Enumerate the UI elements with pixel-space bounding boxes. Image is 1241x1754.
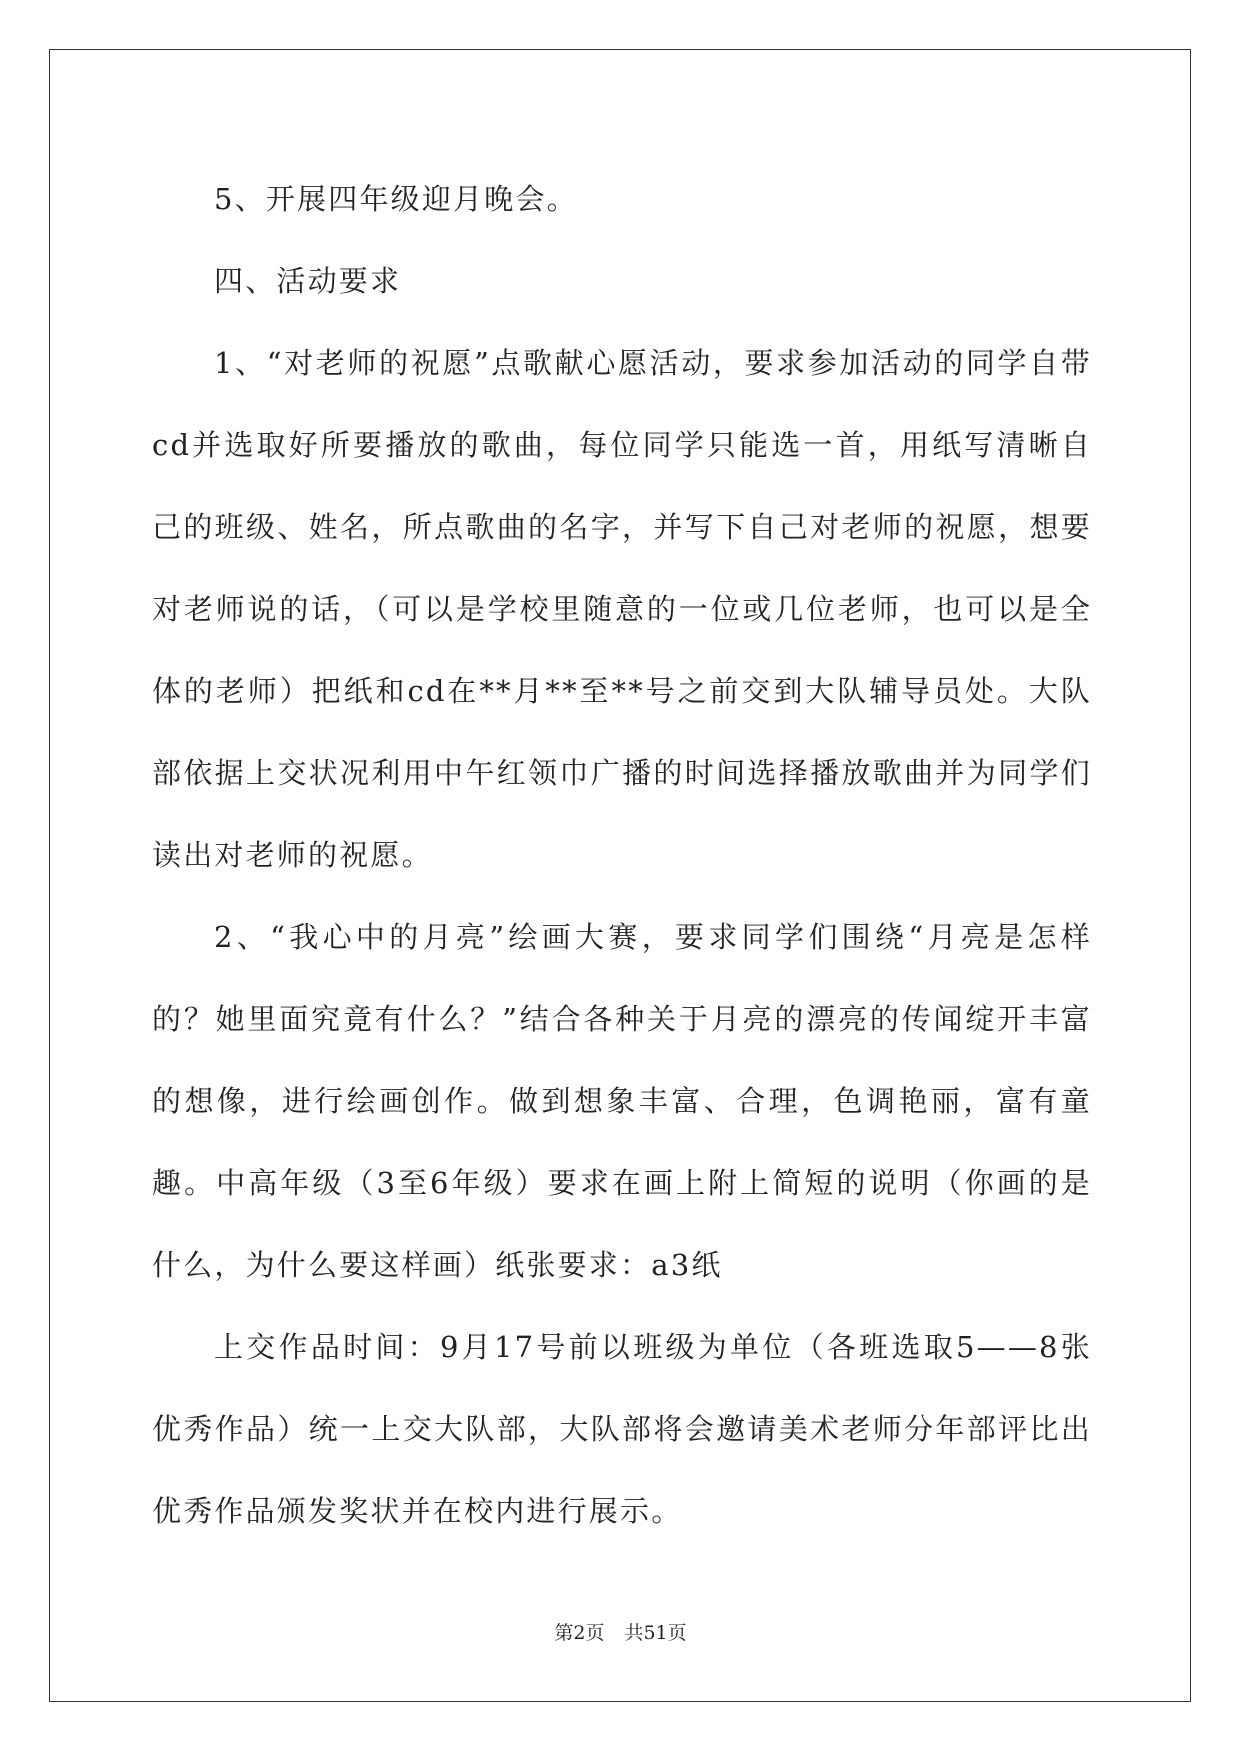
paragraph: 5、开展四年级迎月晚会。 xyxy=(214,182,578,216)
page-number: 第2页 xyxy=(554,1622,605,1644)
paragraph: 上交作品时间：9月17号前以班级为单位（各班选取5——8张优秀作品）统一上交大队部，大队部将会邀请美术老师分年部评比出优秀作品颁发奖状并在校内进行展示。 xyxy=(152,1330,1092,1528)
page-total: 共51页 xyxy=(624,1622,687,1644)
page-footer xyxy=(0,1618,1241,1645)
document-body xyxy=(152,158,1092,1552)
paragraph: 2、“我心中的月亮”绘画大赛，要求同学们围绕“月亮是怎样的？她里面究竟有什么？”结合各种关于月亮的漂亮的传闻绽开丰富的想像，进行绘画创作。做到想象丰富、合理，色调艳丽，富有童趣。中高年级（3至6年级）要求在画上附上简短的说明（你画的是什么，为什么要这样画）纸张要求：a3纸 xyxy=(152,920,1092,1282)
paragraph: 1、“对老师的祝愿”点歌献心愿活动，要求参加活动的同学自带cd并选取好所要播放的歌曲，每位同学只能选一首，用纸写清晰自己的班级、姓名，所点歌曲的名字，并写下自己对老师的祝愿，想要对老师说的话，（可以是学校里随意的一位或几位老师，也可以是全体的老师）把纸和cd在**月**至**号之前交到大队辅导员处。大队部依据上交状况利用中午红领巾广播的时间选择播放歌曲并为同学们读出对老师的祝愿。 xyxy=(152,346,1092,872)
section-heading: 四、活动要求 xyxy=(214,264,402,298)
